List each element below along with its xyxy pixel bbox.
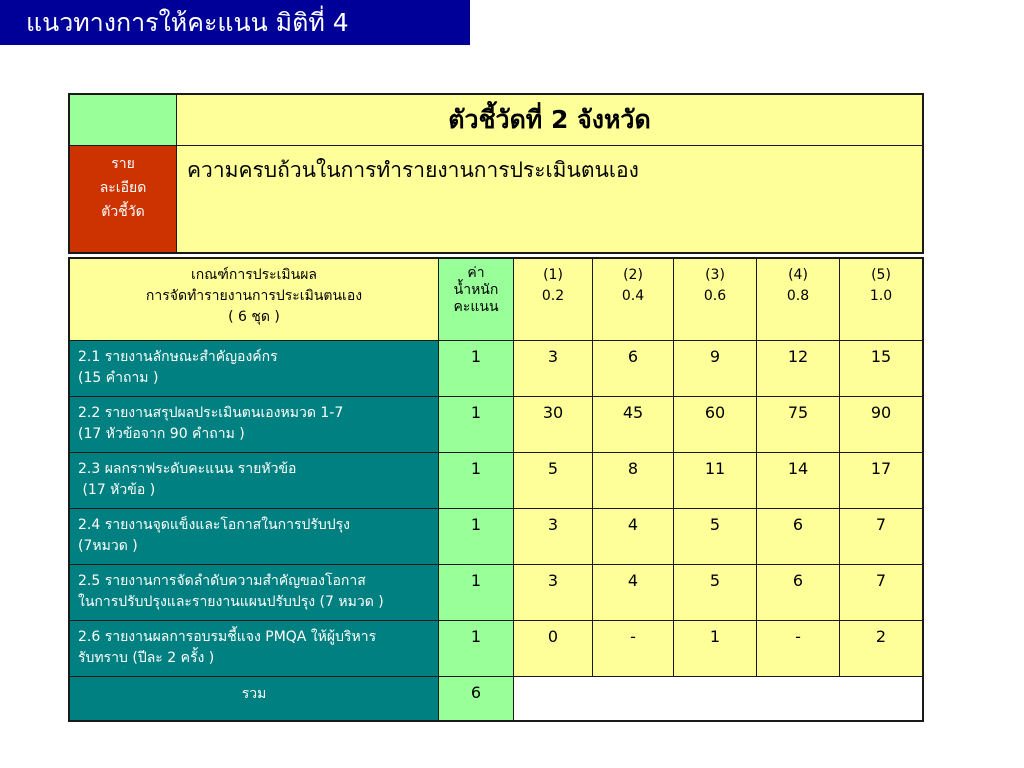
score-cell: 5 — [674, 509, 757, 565]
criteria-line: 2.6 รายงานผลการอบรมชี้แจง PMQA ให้ผู้บริหาร — [78, 629, 377, 645]
score-cell: 4 — [593, 565, 674, 621]
level-label: (1) — [543, 267, 563, 283]
score-cell: 75 — [757, 397, 840, 453]
score-cell: 14 — [757, 453, 840, 509]
criteria-header-line: การจัดทำรายงานการประเมินตนเอง — [145, 288, 363, 304]
detail-label-line: ละเอียด — [99, 180, 147, 196]
level-score: 1.0 — [869, 288, 893, 304]
weight-cell: 1 — [439, 565, 514, 621]
table-row — [69, 509, 923, 565]
criteria-line: 2.3 ผลกราฟระดับคะแนน รายหัวข้อ — [78, 461, 297, 477]
criteria-line: 2.5 รายงานการจัดลำดับความสำคัญของโอกาส — [78, 573, 366, 589]
score-cell: 9 — [674, 341, 757, 397]
score-cell: 8 — [593, 453, 674, 509]
level-label: (5) — [871, 267, 891, 283]
score-cell: 30 — [514, 397, 593, 453]
criteria-cell — [69, 565, 439, 621]
score-cell: 7 — [840, 565, 924, 621]
weight-header-line: น้ำหนัก — [453, 282, 499, 298]
table-header-row — [69, 258, 923, 341]
level-label: (3) — [705, 267, 725, 283]
level-score: 0.6 — [703, 288, 727, 304]
score-cell: 5 — [674, 565, 757, 621]
criteria-line: 2.2 รายงานสรุปผลประเมินตนเองหมวด 1-7 — [78, 405, 344, 421]
score-cell: 90 — [840, 397, 924, 453]
criteria-line: (17 หัวข้อจาก 90 คำถาม ) — [78, 426, 245, 442]
weight-header-line: คะแนน — [453, 299, 499, 315]
score-cell: 60 — [674, 397, 757, 453]
detail-label — [69, 146, 177, 254]
criteria-header-line: เกณฑ์การประเมินผล — [190, 267, 318, 283]
score-cell: 7 — [840, 509, 924, 565]
score-cell: 6 — [757, 509, 840, 565]
detail-label-line: ราย — [111, 156, 135, 172]
weight-cell: 1 — [439, 397, 514, 453]
total-empty-cell — [514, 677, 924, 722]
table-row — [69, 565, 923, 621]
score-cell: 11 — [674, 453, 757, 509]
score-cell: 3 — [514, 341, 593, 397]
total-label: รวม — [69, 677, 439, 722]
criteria-line: รับทราบ (ปีละ 2 ครั้ง ) — [78, 650, 215, 666]
table-row — [69, 341, 923, 397]
criteria-line: (17 หัวข้อ ) — [78, 482, 156, 498]
detail-label-line: ตัวชี้วัด — [101, 204, 145, 220]
level-header — [757, 258, 840, 341]
level-header — [593, 258, 674, 341]
criteria-cell — [69, 453, 439, 509]
criteria-line: 2.4 รายงานจุดแข็งและโอกาสในการปรับปรุง — [78, 517, 351, 533]
indicator-corner-cell — [69, 94, 177, 146]
total-row — [69, 677, 923, 722]
weight-cell: 1 — [439, 509, 514, 565]
score-cell: 45 — [593, 397, 674, 453]
table-row — [69, 397, 923, 453]
level-header — [514, 258, 593, 341]
table-row — [69, 453, 923, 509]
weight-cell: 1 — [439, 341, 514, 397]
criteria-header — [69, 258, 439, 341]
score-cell: 3 — [514, 509, 593, 565]
detail-text: ความครบถ้วนในการทำรายงานการประเมินตนเอง — [177, 146, 924, 254]
indicator-header-table — [68, 93, 924, 254]
criteria-cell — [69, 621, 439, 677]
criteria-line: (15 คำถาม ) — [78, 370, 159, 386]
criteria-cell — [69, 341, 439, 397]
score-cell: 5 — [514, 453, 593, 509]
score-cell: 0 — [514, 621, 593, 677]
criteria-line: 2.1 รายงานลักษณะสำคัญองค์กร — [78, 349, 278, 365]
criteria-header-line: ( 6 ชุด ) — [228, 309, 280, 325]
total-weight-cell: 6 — [439, 677, 514, 722]
score-cell: - — [593, 621, 674, 677]
score-cell: 17 — [840, 453, 924, 509]
score-cell: - — [757, 621, 840, 677]
score-cell: 6 — [593, 341, 674, 397]
level-score: 0.4 — [621, 288, 645, 304]
criteria-line: ในการปรับปรุงและรายงานแผนปรับปรุง (7 หมวด ) — [78, 594, 384, 610]
weight-header — [439, 258, 514, 341]
score-cell: 15 — [840, 341, 924, 397]
level-label: (4) — [788, 267, 808, 283]
criteria-cell — [69, 509, 439, 565]
level-score: 0.8 — [786, 288, 810, 304]
indicator-title: ตัวชี้วัดที่ 2 จังหวัด — [177, 94, 924, 146]
weight-cell: 1 — [439, 453, 514, 509]
level-label: (2) — [623, 267, 643, 283]
scoring-table — [68, 257, 924, 722]
criteria-cell — [69, 397, 439, 453]
score-cell: 1 — [674, 621, 757, 677]
weight-cell: 1 — [439, 621, 514, 677]
slide-title: แนวทางการให้คะแนน มิติที่ 4 — [0, 0, 470, 45]
score-cell: 3 — [514, 565, 593, 621]
score-cell: 12 — [757, 341, 840, 397]
table-row — [69, 621, 923, 677]
level-header — [674, 258, 757, 341]
score-cell: 6 — [757, 565, 840, 621]
level-score: 0.2 — [541, 288, 565, 304]
score-cell: 2 — [840, 621, 924, 677]
criteria-line: (7หมวด ) — [78, 538, 138, 554]
score-cell: 4 — [593, 509, 674, 565]
level-header — [840, 258, 924, 341]
weight-header-line: ค่า — [467, 265, 485, 281]
